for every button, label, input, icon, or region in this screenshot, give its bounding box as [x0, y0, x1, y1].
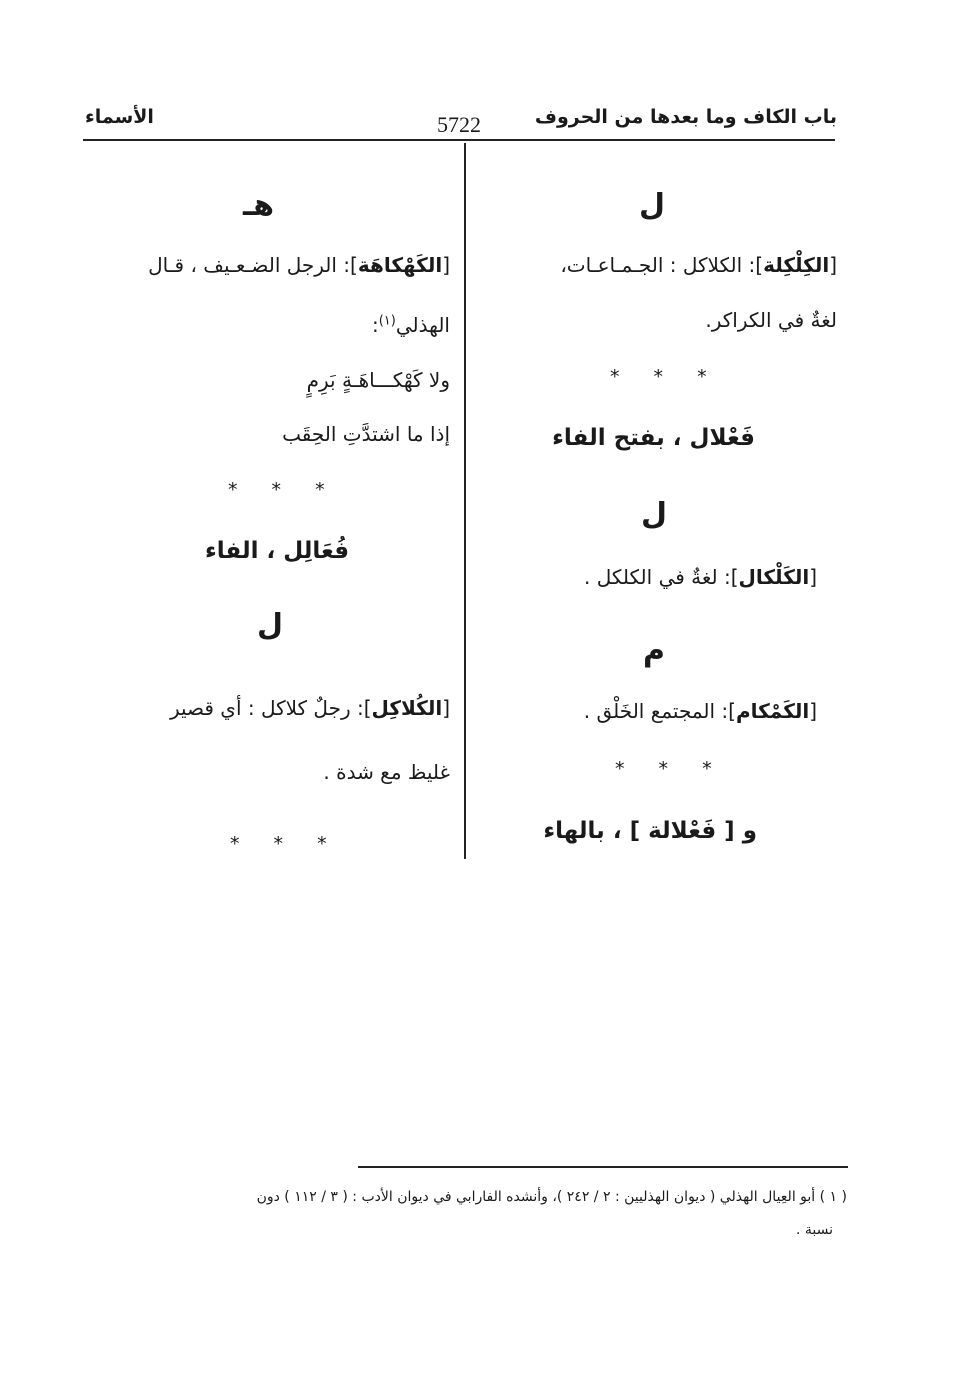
entry-term: الكِلْكِلة — [763, 253, 830, 277]
footnote-reference: (١) — [378, 313, 396, 329]
letter-lam-heading: ل — [640, 497, 667, 532]
bracket-open: [ — [442, 253, 450, 277]
entry-term: الكَمْكام — [735, 699, 810, 723]
entry-kalkal — [584, 565, 817, 589]
bracket-close: ] — [728, 699, 736, 723]
entry-definition: : الرجل الضـعـيف ، قـال — [148, 253, 351, 277]
entry-kulakil-line1 — [170, 696, 450, 720]
letter-ha-heading: هـ — [243, 188, 275, 223]
running-header-section: الأسماء — [85, 106, 154, 128]
entry-kahkaha-line2 — [372, 313, 450, 337]
section-heading-fuaalil: فُعَالِل ، الفاء — [205, 538, 350, 564]
entry-kulakil-line2: غليظ مع شدة . — [323, 760, 450, 784]
page-number: 5722 — [437, 112, 481, 137]
entry-term: الكُلاكِل — [371, 696, 443, 720]
footnote-line: ( ١ ) أبو العِيال الهذلي ( ديوان الهذليين : ٢ / ٢٤٢ )، وأنشده الفارابي في ديوان الأدب : ( ٣ / ١١٢ ) دون — [256, 1189, 847, 1205]
bracket-open: [ — [829, 253, 837, 277]
entry-term: الكَلْكال — [738, 565, 810, 589]
entry-kilkila-line1 — [560, 253, 837, 277]
bracket-close: ] — [363, 696, 372, 720]
bracket-open: [ — [442, 696, 450, 720]
footnote-rule — [358, 1166, 848, 1168]
bracket-close: ] — [755, 253, 764, 277]
letter-lam-heading: ل — [257, 608, 284, 643]
entry-definition: : الكلاكل : الجـمـاعـات، — [560, 253, 756, 277]
running-header-chapter: باب الكاف وما بعدها من الحروف — [534, 106, 837, 128]
letter-mim-heading: م — [643, 633, 665, 668]
entry-definition: : لغةٌ في الكلكل . — [583, 565, 731, 589]
section-separator: * * * — [615, 758, 726, 780]
bracket-close: ] — [350, 253, 358, 277]
bracket-close: ] — [730, 565, 739, 589]
section-separator: * * * — [230, 833, 341, 855]
entry-definition: : المجتمع الخَلْق . — [583, 699, 729, 723]
entry-definition: : رجلٌ كلاكل : أي قصير — [169, 696, 364, 720]
verse-line: ولا كَهْكـــاهَـةٍ بَرِمٍ — [306, 368, 450, 392]
colon: : — [371, 313, 379, 337]
section-separator: * * * — [610, 366, 721, 388]
poet-name: الهذلي — [395, 313, 450, 337]
letter-lam-heading: ل — [638, 188, 665, 223]
header-rule — [83, 139, 835, 141]
bracket-open: [ — [809, 565, 817, 589]
section-heading-fa3lala: و [ فَعْلالة ] ، بالهاء — [543, 818, 757, 844]
verse-line: إذا ما اشتدَّتِ الحِقَب — [282, 422, 450, 446]
section-heading-fa3lal: فَعْلال ، بفتح الفاء — [552, 425, 755, 451]
footnote-line: نسبة . — [795, 1222, 833, 1238]
entry-term: الكَهْكاهَة — [357, 253, 443, 277]
entry-kamkam — [584, 699, 817, 723]
column-divider — [464, 143, 466, 859]
section-separator: * * * — [228, 479, 339, 501]
bracket-open: [ — [809, 699, 817, 723]
entry-kahkaha-line1 — [148, 253, 450, 277]
entry-kilkila-line2: لغةٌ في الكراكر. — [705, 308, 837, 332]
